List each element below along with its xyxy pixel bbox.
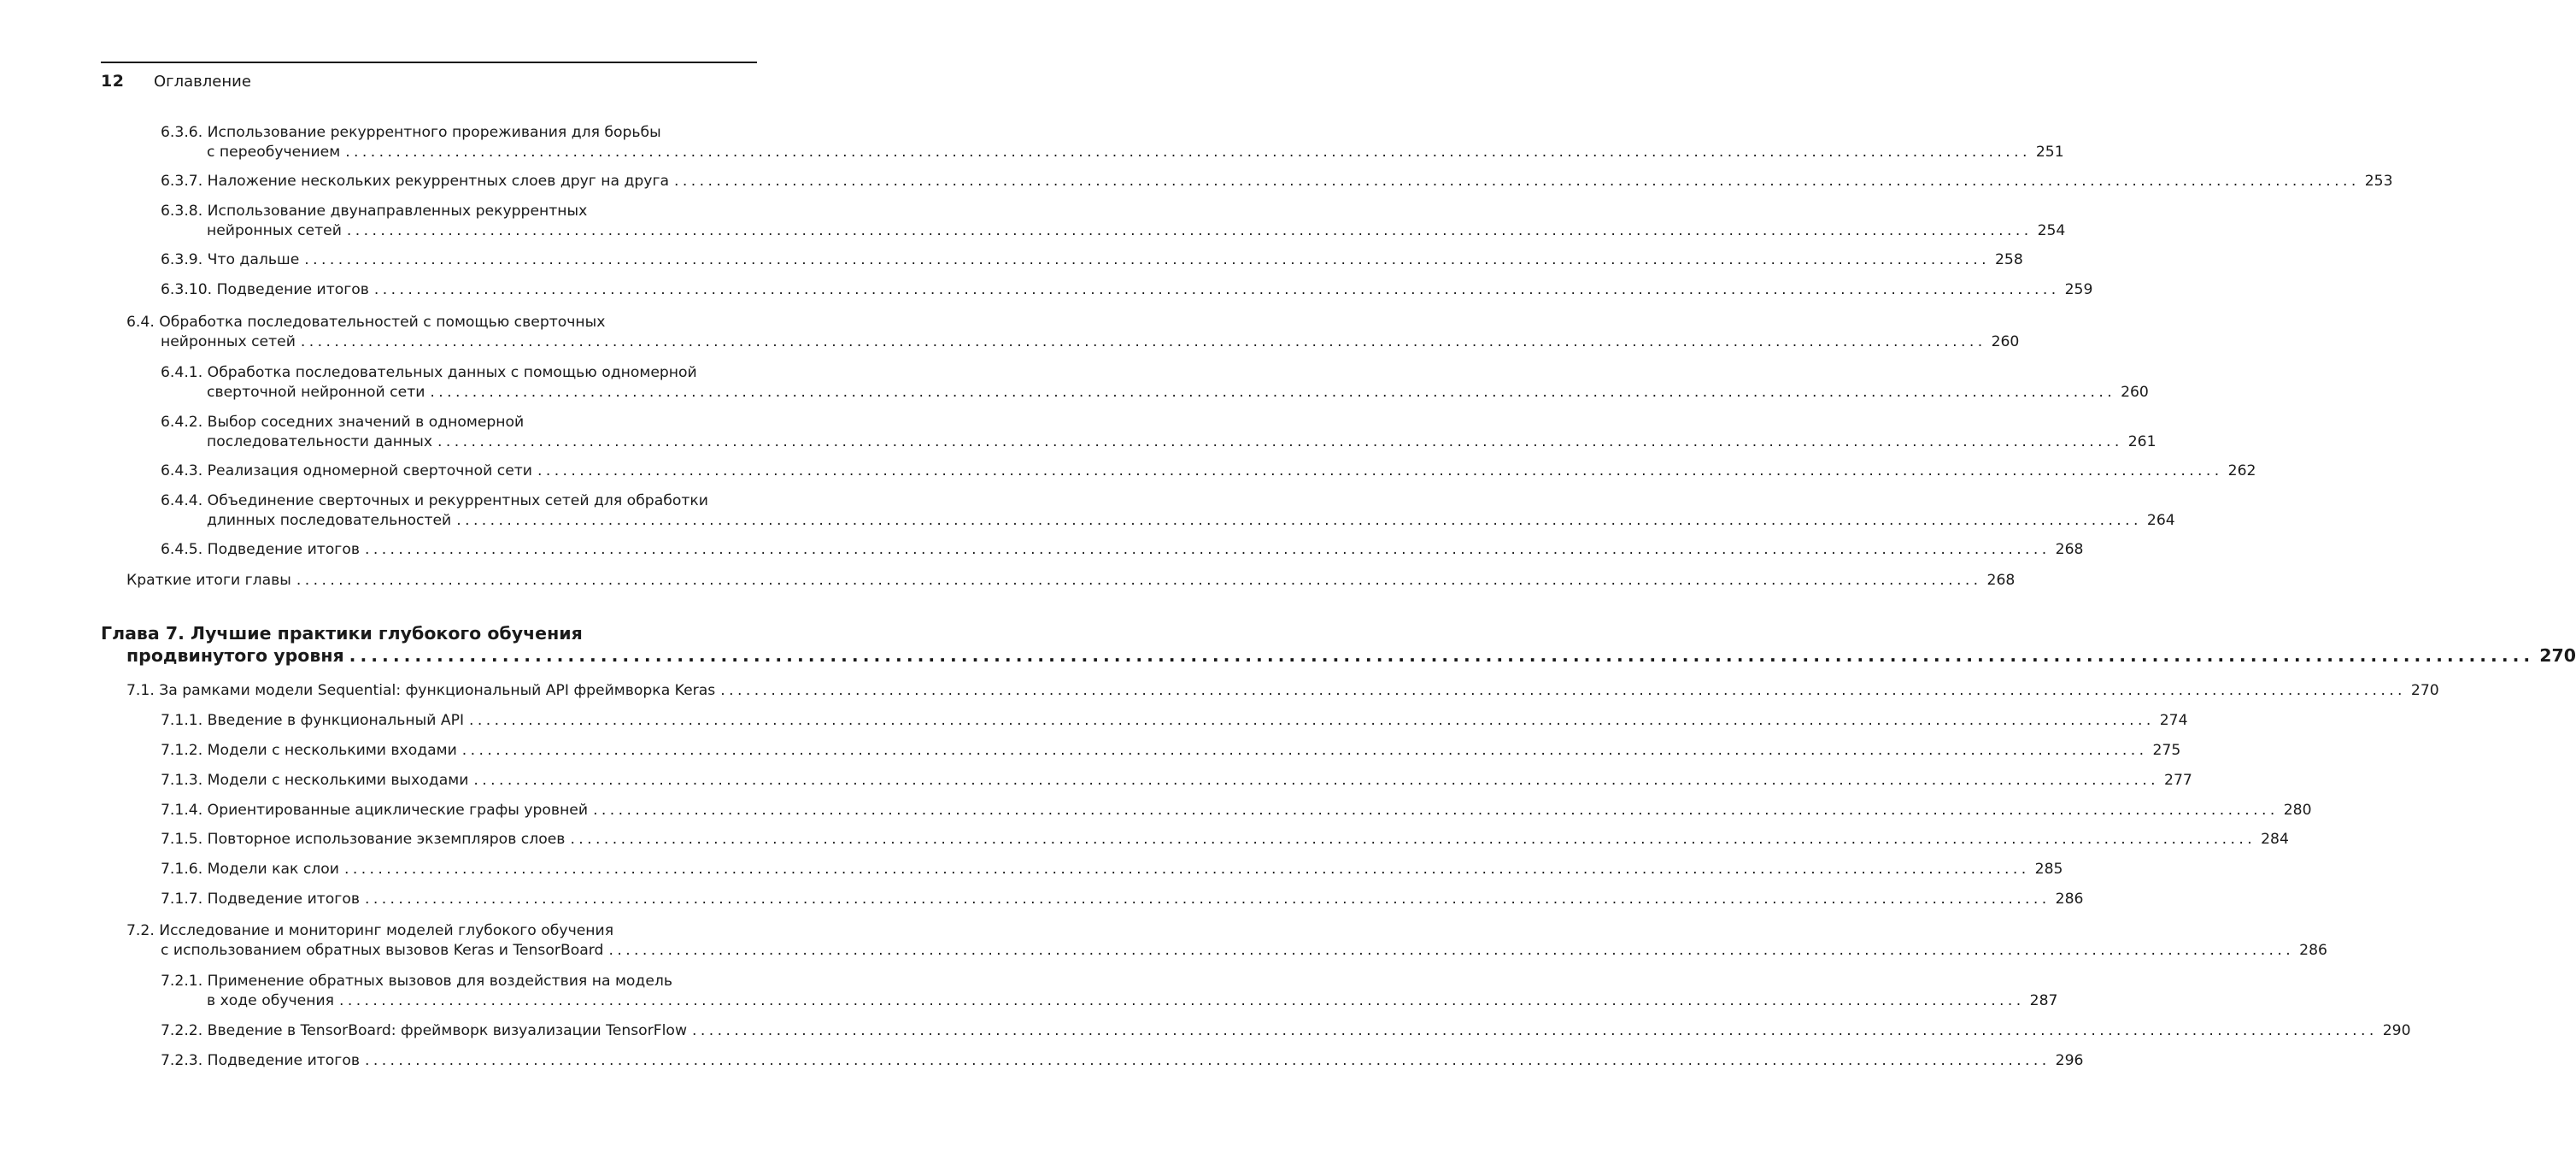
toc-entry-title: 6.3.7. Наложение нескольких рекуррентных слоев друг на друга [161, 173, 670, 190]
toc-entry-line [101, 491, 757, 511]
toc-entry [101, 921, 2327, 961]
toc-entry-line [101, 921, 757, 941]
toc-page-number: 274 [2159, 712, 2188, 729]
toc-entry-title: в ходе обучения [207, 992, 334, 1009]
toc-entry-title: 6.3.9. Что дальше [161, 251, 300, 268]
toc-entry-title: 7.2.3. Подведение итогов [161, 1052, 360, 1069]
toc-entry [101, 1051, 2084, 1071]
toc-page-number: 261 [2127, 433, 2156, 450]
toc-entry [101, 860, 2063, 879]
toc-entry-title: 7.1.5. Повторное использование экземпляров слоев [161, 831, 566, 848]
page-header [101, 62, 757, 91]
toc-entry-line [101, 622, 757, 644]
toc-entry-title: нейронных сетей [207, 222, 342, 239]
toc-entry-line [101, 462, 2256, 481]
toc-entry-line [101, 711, 2188, 731]
toc-entry-title: нейронных сетей [161, 333, 296, 350]
toc-entry-title: 7.1.3. Модели с несколькими выходами [161, 772, 469, 789]
toc-entry-line [101, 432, 2156, 452]
toc-entry-title: Глава 7. Лучшие практики глубокого обучения [101, 623, 583, 644]
toc-entry-line [101, 741, 2181, 761]
toc-entry-title: 6.4.3. Реализация одномерной сверточной сети [161, 462, 532, 479]
dot-leader: ........................................................................................................................................................................................................ [469, 712, 2155, 729]
toc-entry-line [101, 250, 2023, 270]
toc-entry-line [101, 801, 2312, 820]
dot-leader: ........................................................................................................................................................................................................ [570, 831, 2256, 848]
toc-entry-title: длинных последовательностей [207, 512, 452, 529]
toc-page-number: 286 [2299, 942, 2327, 959]
toc-entry-line [101, 143, 2064, 162]
toc-page-number: 287 [2029, 992, 2058, 1009]
toc-page-number: 270 [2539, 645, 2576, 666]
dot-leader: ........................................................................................................................................................................................................ [437, 433, 2123, 450]
toc-entry-title: Краткие итоги главы [126, 572, 291, 589]
toc-entry [101, 172, 2393, 191]
dot-leader: ........................................................................................................................................................................................................ [674, 173, 2360, 190]
toc-page-number: 280 [2283, 802, 2312, 819]
toc-entry-title: 7.1.2. Модели с несколькими входами [161, 742, 457, 759]
toc-entry-title: 6.3.10. Подведение итогов [161, 281, 369, 298]
toc-entry-title: последовательности данных [207, 433, 433, 450]
toc-entry-line [101, 860, 2063, 879]
toc-page-number: 253 [2364, 173, 2393, 190]
toc-page-number: 259 [2064, 281, 2093, 298]
dot-leader: ........................................................................................................................................................................................................ [456, 512, 2142, 529]
toc-entry [101, 123, 2064, 162]
dot-leader: ........................................................................................................................................................................................................ [373, 281, 2060, 298]
toc-page-number: 270 [2410, 682, 2439, 699]
toc-page-number: 260 [1991, 333, 2020, 350]
toc-entry-title: 7.1.1. Введение в функциональный API [161, 712, 465, 729]
toc-entry [101, 801, 2312, 820]
toc-entry-title: 6.4.4. Объединение сверточных и рекуррентных сетей для обработки [161, 492, 708, 509]
toc-entry-line [101, 221, 2066, 241]
toc-entry [101, 830, 2289, 850]
toc-page-number: 268 [1986, 572, 2016, 589]
toc-page-number: 268 [2055, 541, 2084, 558]
toc-page-number: 284 [2261, 831, 2289, 848]
dot-leader: ........................................................................................................................................................................................................ [461, 742, 2148, 759]
toc-page-number: 290 [2382, 1022, 2411, 1039]
toc-entry-line [101, 830, 2289, 850]
toc-entry-line [101, 313, 757, 332]
dot-leader: ........................................................................................................................................................................................................ [473, 772, 2160, 789]
toc-entry-title: 7.1.4. Ориентированные ациклические графы уровней [161, 802, 589, 819]
toc-page-number: 277 [2164, 772, 2192, 789]
toc-entry-line [101, 1021, 2411, 1041]
toc-entry [101, 1021, 2411, 1041]
toc-page-number: 258 [1994, 251, 2023, 268]
toc-entry-line [101, 681, 2439, 701]
toc-entry-title: 7.1.7. Подведение итогов [161, 891, 360, 908]
dot-leader: ........................................................................................................................................................................................................ [345, 144, 2031, 161]
toc-entry [101, 540, 2084, 560]
toc-entry-line [101, 363, 757, 383]
toc-entry [101, 681, 2439, 701]
toc-entry-line [101, 771, 2192, 791]
dot-leader: ........................................................................................................................................................................................................ [304, 251, 1990, 268]
dot-leader: ........................................................................................................................................................................................................ [537, 462, 2223, 479]
dot-leader: ........................................................................................................................................................................................................ [343, 861, 2030, 878]
toc-entry-title: 6.3.6. Использование рекуррентного прореживания для борьбы [161, 124, 661, 141]
dot-leader: ........................................................................................................................................................................................................ [608, 942, 2295, 959]
toc-entry [101, 280, 2093, 300]
toc-entry-line [101, 413, 757, 432]
dot-leader: ........................................................................................................................................................................................................ [296, 572, 1982, 589]
toc-entry-title: 6.4.5. Подведение итогов [161, 541, 360, 558]
toc-entry [101, 972, 2058, 1011]
page-number: 12 [101, 72, 125, 91]
toc-entry-line [101, 540, 2084, 560]
toc-entry-title: 7.1. За рамками модели Sequential: функциональный API фреймворка Keras [126, 682, 716, 699]
dot-leader: ........................................................................................................................................................................................................ [720, 682, 2406, 699]
toc-entry-title: 6.3.8. Использование двунаправленных рекуррентных [161, 203, 588, 220]
toc-entry-title: сверточной нейронной сети [207, 384, 425, 401]
toc-page-number: 251 [2035, 144, 2064, 161]
toc-entry-line [101, 280, 2093, 300]
toc-entry [101, 571, 2016, 591]
dot-leader: ........................................................................................................................................................................................................ [349, 645, 2535, 666]
toc-page-number: 296 [2055, 1052, 2084, 1069]
toc-page-number: 286 [2055, 891, 2084, 908]
toc-entry-line [101, 383, 2149, 403]
toc-entry-line [101, 941, 2327, 961]
toc-entry-line [101, 1051, 2084, 1071]
toc-entry-title: с переобучением [207, 144, 341, 161]
running-head: Оглавление [154, 73, 251, 91]
toc-entry [101, 890, 2084, 909]
toc-entry-title: 7.2.1. Применение обратных вызовов для воздействия на модель [161, 973, 673, 990]
toc-entry [101, 363, 2149, 403]
dot-leader: ........................................................................................................................................................................................................ [364, 891, 2051, 908]
toc-entry-line [101, 511, 2175, 531]
dot-leader: ........................................................................................................................................................................................................ [364, 1052, 2051, 1069]
toc-chapter-entry [101, 622, 2576, 667]
toc-page-number: 260 [2121, 384, 2149, 401]
toc-entry [101, 771, 2192, 791]
toc-entry [101, 313, 2020, 352]
toc-page-number: 275 [2152, 742, 2181, 759]
toc-entry-line [101, 172, 2393, 191]
toc-entry [101, 462, 2256, 481]
toc-entry-line [101, 202, 757, 221]
toc-page-number: 262 [2227, 462, 2256, 479]
toc-entry-line [101, 972, 757, 991]
toc-entry [101, 202, 2066, 241]
toc-entry-title: 7.1.6. Модели как слои [161, 861, 339, 878]
dot-leader: ........................................................................................................................................................................................................ [430, 384, 2116, 401]
dot-leader: ........................................................................................................................................................................................................ [346, 222, 2033, 239]
dot-leader: ........................................................................................................................................................................................................ [593, 802, 2279, 819]
toc-entry-line [101, 571, 2016, 591]
toc-entry-title: 6.4.2. Выбор соседних значений в одномерной [161, 414, 525, 431]
dot-leader: ........................................................................................................................................................................................................ [338, 992, 2025, 1009]
toc-entry-title: 6.4.1. Обработка последовательных данных с помощью одномерной [161, 364, 697, 381]
toc-entry [101, 741, 2181, 761]
toc-entry [101, 711, 2188, 731]
toc-entry [101, 413, 2156, 452]
toc-entry-line [101, 332, 2020, 352]
toc-entry-title: 7.2.2. Введение в TensorBoard: фреймворк визуализации TensorFlow [161, 1022, 688, 1039]
toc-entry-line [101, 890, 2084, 909]
dot-leader: ........................................................................................................................................................................................................ [364, 541, 2051, 558]
toc-page-number: 264 [2146, 512, 2175, 529]
toc-entry-title: 6.4. Обработка последовательностей с помощью сверточных [126, 314, 606, 331]
toc-entry-title: с использованием обратных вызовов Keras и TensorBoard [161, 942, 604, 959]
toc-entry [101, 491, 2175, 531]
dot-leader: ........................................................................................................................................................................................................ [300, 333, 1986, 350]
toc-page-number: 285 [2034, 861, 2063, 878]
dot-leader: ........................................................................................................................................................................................................ [692, 1022, 2378, 1039]
toc-page-number: 254 [2037, 222, 2066, 239]
toc-entry-line [101, 123, 757, 143]
toc-entry-line [101, 991, 2058, 1011]
toc-entry-title: продвинутого уровня [126, 645, 344, 666]
toc-entry-line [101, 644, 2576, 667]
toc-entry [101, 250, 2023, 270]
toc-entry-title: 7.2. Исследование и мониторинг моделей глубокого обучения [126, 922, 614, 939]
